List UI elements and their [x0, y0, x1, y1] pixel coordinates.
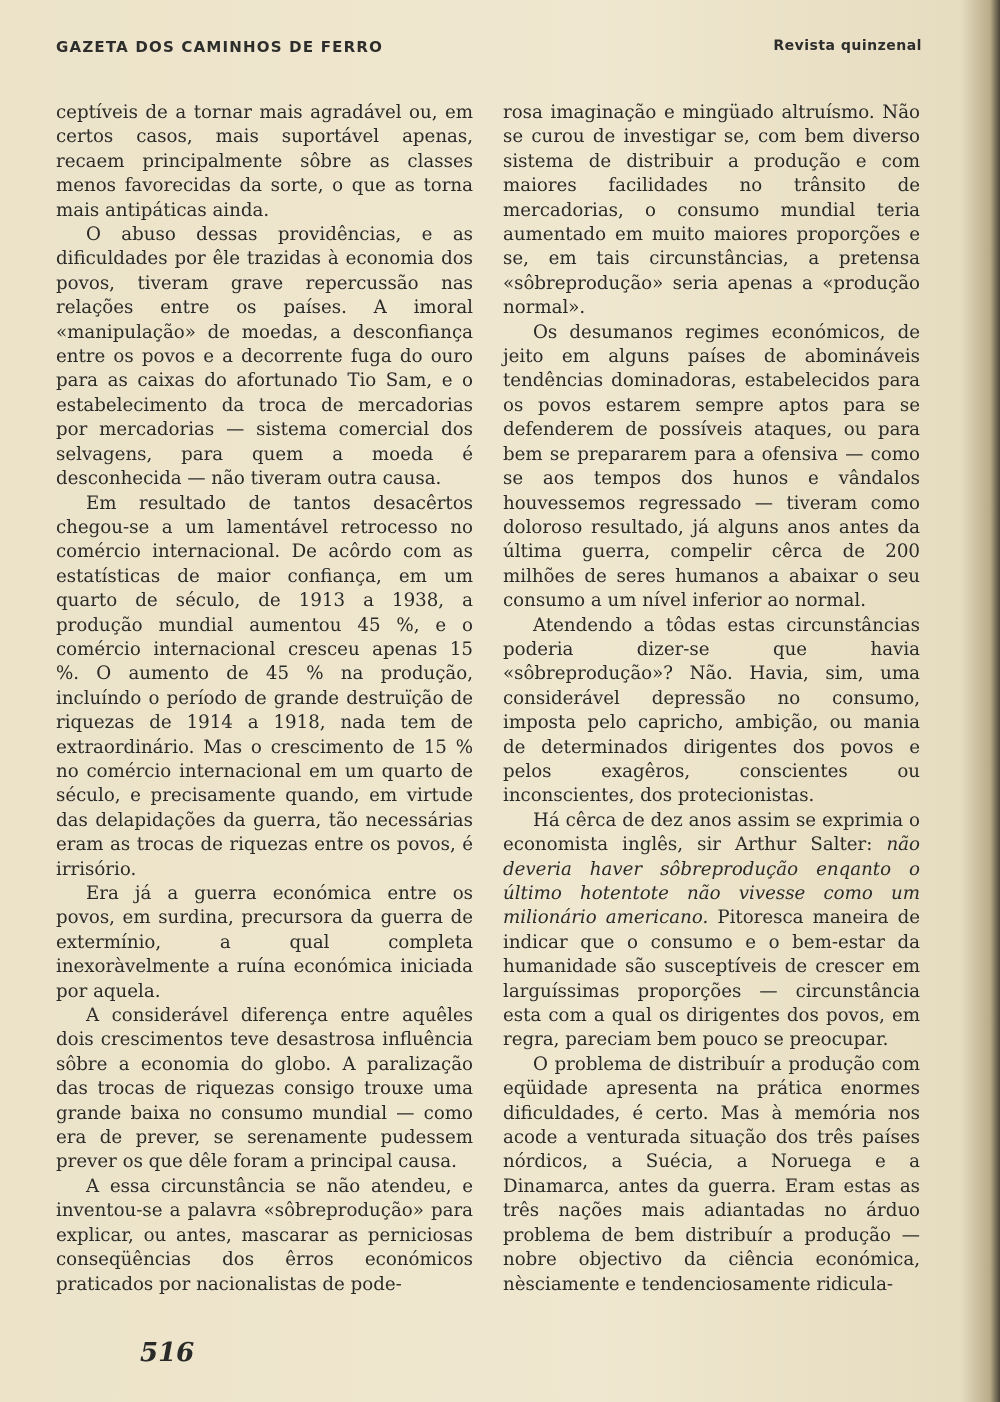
quote-intro: Há cêrca de dez anos assim se exprimia o economista inglês, sir Arthur Salter: [503, 809, 920, 856]
journal-title: GAZETA DOS CAMINHOS DE FERRO [56, 38, 384, 56]
paragraph: ceptíveis de a tornar mais agradável ou, em certos casos, mais suportável apenas, recaem principalmente sôbre as classes menos favorecidas da sorte, o que as torna mais antipáticas ainda. [56, 102, 473, 221]
paragraph: A considerável diferença entre aquêles dois crescimentos teve desastrosa influência sôbre a economia do globo. A paralização das trocas de riquezas consigo trouxe uma grande baixa no consumo mundial — como era de prever, se serenamente pudessem prever os que dêle foram a principal causa. [56, 1005, 473, 1173]
running-header [56, 38, 922, 64]
paragraph: A essa circunstância se não atendeu, e inventou-se a palavra «sôbreprodução» para explicar, ou antes, mascarar as perniciosas conseqüências dos êrros económicos praticados por nacionalistas de pode- [56, 1175, 473, 1295]
paragraph: O abuso dessas providências, e as dificuldades por êle trazidas à economia dos povos, tiveram grave repercussão nas relações entre os países. A imoral «manipulação» de moedas, a desconfiança entre os povos e a decorrente fuga do ouro para as caixas do afortunado Tio Sam, e o estabelecimento da troca de mercadorias por mercadorias — sistema comercial dos selvagens, para quem a moeda é desconhecida — não tiveram outra causa. [56, 224, 473, 490]
salter-quote: não deveria haver sôbreprodução enqanto o último hotentote não vivesse como um milionário americano. [503, 834, 920, 929]
paragraph: Era já a guerra económica entre os povos, em surdina, precursora da guerra de extermínio, a qual completa inexoràvelmente a ruína económica iniciada por aquela. [56, 883, 473, 1002]
paragraph: Atendendo a tôdas estas circunstâncias poderia dizer-se que havia «sôbreprodução»? Não. Havia, sim, uma considerável depressão no consumo, imposta pelo capricho, ambição, ou mania de determinados dirigentes dos povos e pelos exagêros, conscientes ou inconscientes, dos protecionistas. [503, 614, 920, 807]
paragraph: rosa imaginação e mingüado altruísmo. Não se curou de investigar se, com bem diverso sistema de distribuir a produção e com maiores facilidades no trânsito de mercadorias, o consumo mundial teria aumentado em muito maiores proporções e se, em tais circunstâncias, a pretensa «sôbreprodução» seria apenas a «produção normal». [503, 102, 920, 319]
journal-subtitle: Revista quinzenal [773, 38, 922, 54]
paragraph: Em resultado de tantos desacêrtos chegou-se a um lamentável retrocesso no comércio internacional. De acôrdo com as estatísticas de maior confiança, em um quarto de século, de 1913 a 1938, a produção mundial aumentou 45 %, e o comércio internacional cresceu apenas 15 %. O aumento de 45 % na produção, incluíndo o período de grande destruïção de riquezas de 1914 a 1918, nada tem de extraordinário. Mas o crescimento de 15 % no comércio internacional em um quarto de século, e precisamente quando, em virtude das delapidações da guerra, tão necessárias eram as trocas de riquezas entre os povos, é irrisório. [56, 492, 473, 880]
page-number: 516 [140, 1338, 195, 1368]
paragraph-with-quote [503, 809, 920, 1053]
right-column [503, 101, 920, 1297]
left-column [56, 101, 473, 1297]
quote-commentary: Pitoresca maneira de indicar que o consumo e o bem-estar da humanidade são susceptíveis de crescer em larguíssimas proporções — circunstância esta com a qual os dirigentes dos povos, em regra, pareciam bem pouco se preocupar. [503, 907, 920, 1051]
paragraph: O problema de distribuír a produção com eqüidade apresenta na prática enormes dificuldades, é certo. Mas à memória nos acode a venturada situação dos três países nórdicos, a Suécia, a Noruega e a Dinamarca, antes da guerra. Eram estas as três nações mais adiantadas no árduo problema de bem distribuír a produção — nobre objectivo da ciência económica, nèsciamente e tendenciosamente ridicula- [503, 1053, 920, 1295]
paragraph: Os desumanos regimes económicos, de jeito em alguns países de abomináveis tendências dominadoras, estabelecidos para os povos estarem sempre aptos para se defenderem de possíveis ataques, ou para bem se prepararem para a ofensiva — como se aos tempos dos hunos e vândalos houvessemos regressado — tiveram como doloroso resultado, já alguns anos antes da última guerra, compelir cêrca de 200 milhões de seres humanos a abaixar o seu consumo a um nível inferior ao normal. [503, 321, 920, 612]
